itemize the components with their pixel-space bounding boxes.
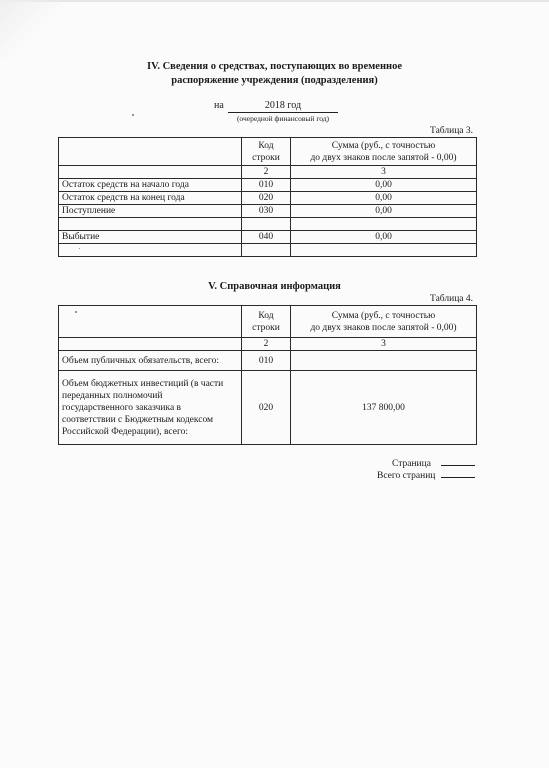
table-row: [59, 192, 477, 205]
row-name: Поступление: [59, 205, 242, 218]
row-sum: 0,00: [291, 179, 477, 192]
table-row: [59, 205, 477, 218]
table4-header-sum-line1: Сумма (руб., с точностью: [331, 310, 436, 321]
row-name: Остаток средств на конец года: [59, 192, 242, 205]
table3-caption: Таблица 3.: [430, 126, 474, 136]
footer-page-label: Страница: [392, 459, 431, 469]
scan-edge: [0, 0, 549, 2]
table4-header-row: [59, 306, 477, 338]
row-sum: 0,00: [291, 231, 477, 244]
table3-header-code: [242, 138, 291, 166]
footer-page-blank: [441, 465, 475, 466]
table-row: [59, 244, 477, 257]
scan-speck: [79, 248, 80, 249]
section4-title-line1: IV. Сведения о средствах, поступающих во временное: [147, 61, 402, 72]
row-code: 020: [242, 371, 291, 445]
row-name: Выбытие: [59, 231, 242, 244]
row-name-line: Российской Федерации), всего:: [62, 426, 189, 437]
row-name-multiline: [59, 371, 242, 445]
row-code: 040: [242, 231, 291, 244]
table3-header-sum-line1: Сумма (руб., с точностью: [331, 140, 436, 151]
table3-header-code-line2: строки: [252, 152, 280, 163]
row-code: [242, 218, 291, 231]
fy-note: (очередной финансовый год): [236, 114, 330, 123]
table4-header-sum-line2: до двух знаков после запятой - 0,00): [310, 322, 457, 333]
table-row: [59, 371, 477, 445]
table4-header-code-line1: Код: [258, 310, 274, 321]
row-name: [59, 244, 242, 257]
table-row: [59, 179, 477, 192]
row-sum: [291, 218, 477, 231]
row-code: 010: [242, 179, 291, 192]
table4-header-name: [59, 306, 242, 338]
table4-colnum-2: 2: [242, 338, 291, 351]
table4-header-sum: [291, 306, 477, 338]
fy-prefix: на: [214, 100, 224, 111]
row-name: Объем публичных обязательств, всего:: [59, 351, 242, 371]
table4: [58, 305, 477, 445]
table4-header-code: [242, 306, 291, 338]
fy-value: 2018 год: [228, 100, 338, 113]
section4-title-line2: распоряжение учреждения (подразделения): [171, 75, 378, 86]
table3-header-sum: [291, 138, 477, 166]
table4-colnum-1: [59, 338, 242, 351]
row-name-line: государственного заказчика в: [62, 402, 182, 413]
scan-shadow: [0, 0, 60, 60]
table3-header-sum-line2: до двух знаков после запятой - 0,00): [310, 152, 457, 163]
row-sum: 0,00: [291, 192, 477, 205]
section5-title: V. Справочная информация: [208, 281, 341, 292]
table-row: [59, 218, 477, 231]
table-row: [59, 231, 477, 244]
row-sum: 137 800,00: [291, 371, 477, 445]
scan-speck: [75, 311, 77, 313]
row-code: [242, 244, 291, 257]
table3-colnum-row: [59, 166, 477, 179]
table3: [58, 137, 477, 257]
table3-colnum-1: [59, 166, 242, 179]
table3-header-code-line1: Код: [258, 140, 274, 151]
footer-total-blank: [441, 477, 475, 478]
footer-total-label: Всего страниц: [377, 471, 436, 481]
row-name-line: соответствии с Бюджетным кодексом: [62, 414, 214, 425]
row-name-line: переданных полномочий: [62, 390, 163, 401]
row-name-line: Объем бюджетных инвестиций (в части: [62, 378, 224, 389]
row-sum: [291, 244, 477, 257]
table4-colnum-3: 3: [291, 338, 477, 351]
table4-colnum-row: [59, 338, 477, 351]
table4-header-code-line2: строки: [252, 322, 280, 333]
row-code: 020: [242, 192, 291, 205]
row-sum: [291, 351, 477, 371]
row-name: Остаток средств на начало года: [59, 179, 242, 192]
footer-page: [392, 459, 475, 469]
footer-total: [377, 471, 475, 481]
scan-speck: [132, 114, 134, 116]
table3-colnum-3: 3: [291, 166, 477, 179]
table-row: [59, 351, 477, 371]
table3-header-name: [59, 138, 242, 166]
row-name: [59, 218, 242, 231]
table3-header-row: [59, 138, 477, 166]
row-code: 030: [242, 205, 291, 218]
table4-caption: Таблица 4.: [430, 294, 474, 304]
row-code: 010: [242, 351, 291, 371]
row-sum: 0,00: [291, 205, 477, 218]
table3-colnum-2: 2: [242, 166, 291, 179]
